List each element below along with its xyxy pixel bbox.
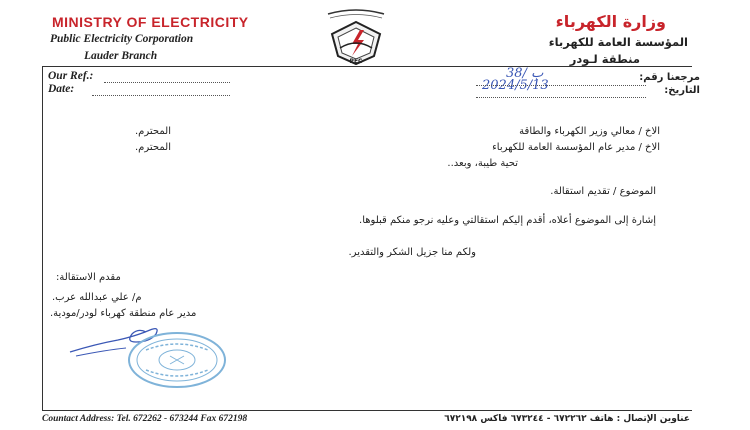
honorific-2: المحترم. [135, 142, 171, 153]
ar-date-line [476, 97, 646, 98]
official-stamp [126, 330, 228, 390]
our-ref-line [104, 82, 230, 83]
greeting: تحية طيبة، وبعد.. [447, 158, 518, 169]
addressee-director: الاخ / مدير عام المؤسسة العامة للكهرباء [492, 142, 660, 153]
date-handwritten: 2024/5/13 [482, 78, 549, 93]
ar-ref-label: مرجعنا رقم: [639, 72, 700, 83]
pec-emblem [322, 8, 390, 68]
honorific-1: المحترم. [135, 126, 171, 137]
ministry-title-ar: وزارة الكهرباء [555, 12, 666, 31]
header-rule [42, 66, 692, 67]
branch-name-ar: منطقة لـودر [569, 52, 640, 66]
addressee-minister: الاخ / معالي وزير الكهرباء والطاقة [519, 126, 660, 137]
ar-ref-line [476, 85, 646, 86]
signature-heading: مقدم الاستقالة: [56, 272, 121, 283]
date-line [92, 95, 230, 96]
signatory-title: مدير عام منطقة كهرباء لودر/مودية. [50, 308, 197, 319]
footer-contact-ar: عناوين الإتصال : هاتف ٦٧٢٢٦٢ - ٦٧٣٢٤٤ فاكس ٦٧٢١٩٨ [444, 414, 690, 424]
corporation-name-ar: المؤسسة العامة للكهرباء [548, 35, 688, 49]
footer-rule [42, 410, 692, 411]
ministry-title-en: MINISTRY OF ELECTRICITY [52, 14, 249, 30]
our-ref-label: Our Ref.: [48, 70, 94, 82]
corporation-name-en: Public Electricity Corporation [50, 33, 194, 45]
ar-date-label: التاريخ: [664, 85, 700, 96]
branch-name-en: Lauder Branch [84, 50, 158, 62]
left-rule [42, 66, 43, 410]
footer-contact-en: Countact Address: Tel. 672262 - 673244 Fax 672198 [42, 414, 248, 424]
date-label: Date: [48, 83, 75, 95]
ref-number-handwritten: 38/ ب [506, 66, 544, 81]
letter-body: إشارة إلى الموضوع أعلاه، أقدم إليكم استقالتي وعليه نرجو منكم قبلوها. [359, 215, 656, 226]
signatory-name: م/ علي عبدالله عرب. [52, 292, 142, 303]
svg-text:PEC: PEC [349, 58, 363, 65]
subject-line: الموضوع / تقديم استقالة. [550, 186, 656, 197]
pec-logo-icon [322, 8, 390, 68]
closing-line: ولكم منا جزيل الشكر والتقدير. [348, 247, 476, 258]
